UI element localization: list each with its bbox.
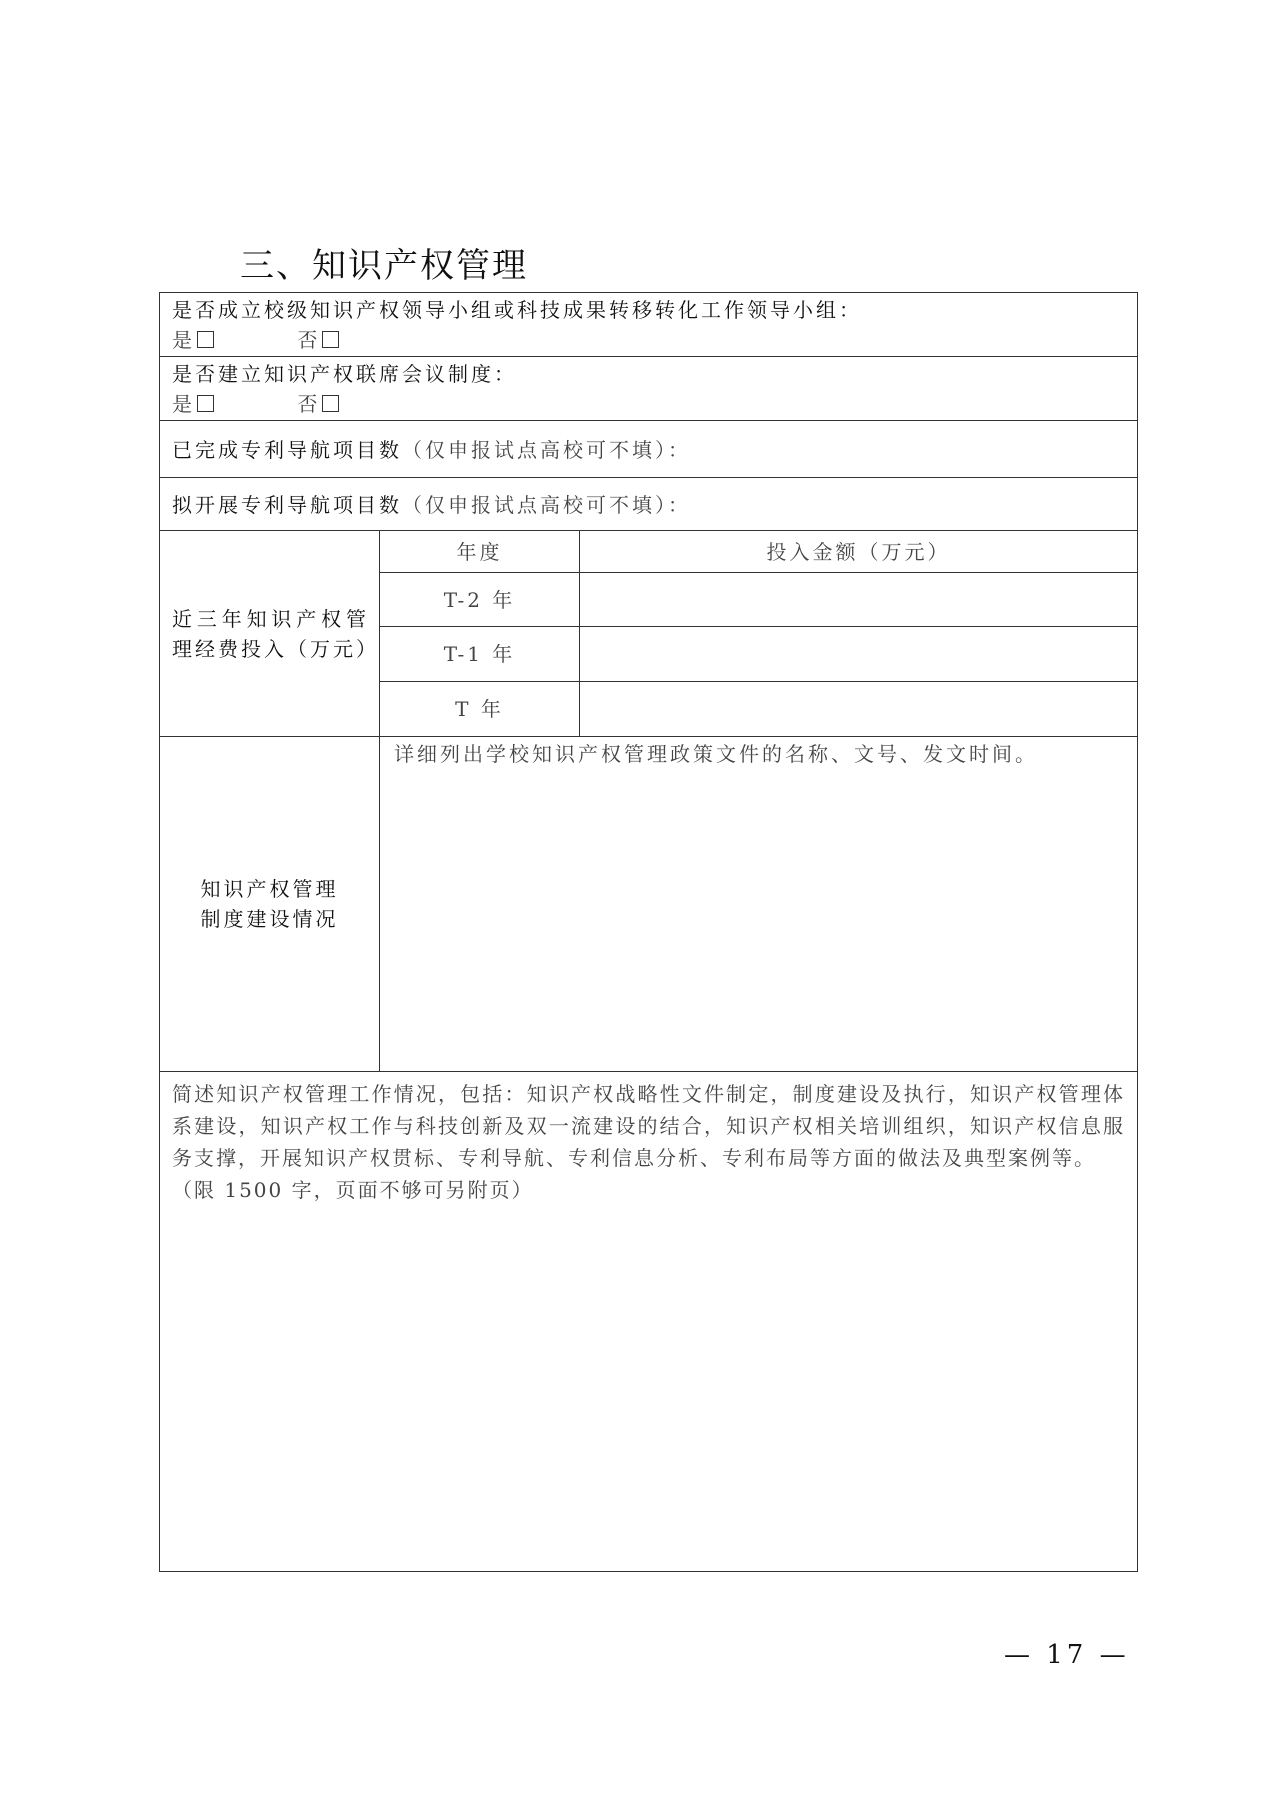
planned-navigation-row bbox=[160, 478, 1138, 531]
joint-yes-checkbox[interactable] bbox=[197, 395, 214, 412]
planned-navigation-cell[interactable] bbox=[160, 478, 1138, 531]
joint-no-option[interactable] bbox=[297, 389, 339, 419]
page-number: — 17 — bbox=[1004, 1640, 1130, 1670]
joint-meeting-question: 是否建立知识产权联席会议制度： bbox=[172, 362, 517, 386]
completed-navigation-cell[interactable] bbox=[160, 421, 1138, 478]
leadership-group-question: 是否成立校级知识产权领导小组或科技成果转移转化工作领导小组： bbox=[172, 298, 862, 322]
funding-header-row bbox=[160, 531, 1138, 573]
joint-meeting-row bbox=[160, 357, 1138, 421]
summary-limit: （限 1500 字，页面不够可另附页） bbox=[172, 1178, 534, 1202]
joint-yes-option[interactable] bbox=[172, 389, 288, 419]
planned-navigation-note: （仅申报试点高校可不填）： bbox=[402, 493, 691, 517]
joint-no-label: 否 bbox=[297, 392, 321, 416]
leadership-no-checkbox[interactable] bbox=[322, 331, 339, 348]
funding-amount-t2-input[interactable] bbox=[580, 573, 1138, 627]
summary-row bbox=[160, 1072, 1138, 1572]
system-building-label-line2: 制度建设情况 bbox=[200, 907, 339, 931]
joint-meeting-options bbox=[172, 389, 1125, 419]
joint-yes-label: 是 bbox=[172, 392, 195, 416]
system-building-row bbox=[160, 737, 1138, 1072]
funding-year-t: T 年 bbox=[380, 682, 580, 737]
summary-instructions: 简述知识产权管理工作情况，包括：知识产权战略性文件制定，制度建设及执行，知识产权管理体系建设，知识产权工作与科技创新及双一流建设的结合，知识产权相关培训组织，知识产权信息服务支撑，开展知识产权贯标、专利导航、专利信息分析、专利布局等方面的做法及典型案例等。 bbox=[172, 1082, 1126, 1170]
leadership-no-label: 否 bbox=[297, 328, 321, 352]
completed-navigation-note: （仅申报试点高校可不填）： bbox=[402, 438, 691, 462]
system-building-label-line1: 知识产权管理 bbox=[200, 877, 339, 901]
completed-navigation-row bbox=[160, 421, 1138, 478]
ip-management-form bbox=[159, 292, 1138, 1572]
summary-input[interactable] bbox=[160, 1072, 1138, 1572]
leadership-group-options bbox=[172, 325, 1125, 355]
funding-year-t2: T-2 年 bbox=[380, 573, 580, 627]
section-title: 三、知识产权管理 bbox=[240, 246, 528, 286]
joint-no-checkbox[interactable] bbox=[322, 395, 339, 412]
leadership-yes-checkbox[interactable] bbox=[197, 331, 214, 348]
leadership-yes-label: 是 bbox=[172, 328, 195, 352]
system-building-label bbox=[160, 737, 380, 1072]
leadership-group-row bbox=[160, 293, 1138, 357]
funding-year-t1: T-1 年 bbox=[380, 627, 580, 682]
completed-navigation-question: 已完成专利导航项目数 bbox=[172, 438, 402, 462]
funding-amount-t1-input[interactable] bbox=[580, 627, 1138, 682]
leadership-group-cell bbox=[160, 293, 1138, 357]
leadership-no-option[interactable] bbox=[297, 325, 339, 355]
leadership-yes-option[interactable] bbox=[172, 325, 288, 355]
joint-meeting-cell bbox=[160, 357, 1138, 421]
funding-amount-t-input[interactable] bbox=[580, 682, 1138, 737]
system-building-input[interactable] bbox=[380, 737, 1138, 1072]
system-building-hint: 详细列出学校知识产权管理政策文件的名称、文号、发文时间。 bbox=[394, 742, 1038, 766]
funding-header-amount: 投入金额（万元） bbox=[580, 531, 1138, 573]
funding-header-year: 年度 bbox=[380, 531, 580, 573]
funding-label: 近三年知识产权管理经费投入（万元） bbox=[160, 531, 380, 737]
planned-navigation-question: 拟开展专利导航项目数 bbox=[172, 493, 402, 517]
